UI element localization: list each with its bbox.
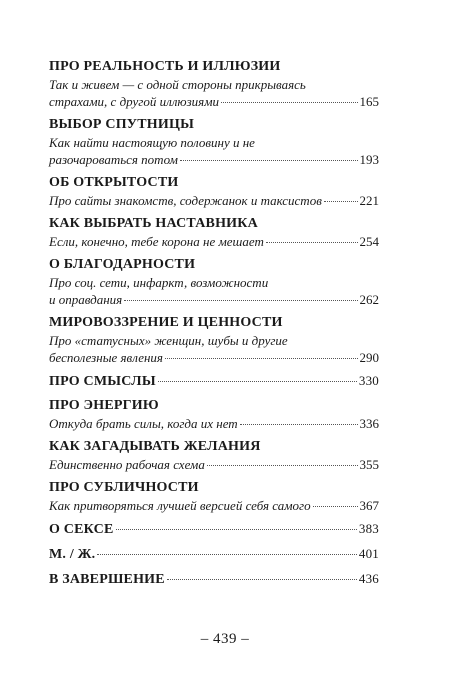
toc-heading: КАК ВЫБРАТЬ НАСТАВНИКА: [49, 216, 258, 231]
toc-page-number: 330: [358, 373, 379, 388]
toc-subtitle: Как найти настоящую половину и не: [49, 135, 255, 150]
toc-entry: [49, 174, 379, 209]
toc-heading: М. / Ж. 401: [49, 546, 379, 562]
table-of-contents: [49, 58, 379, 595]
toc-page-number: 193: [359, 152, 379, 167]
dot-leader: [240, 424, 358, 425]
toc-subtitle: Единственно рабочая схема 355: [49, 457, 379, 472]
toc-page-number: 383: [358, 521, 379, 536]
toc-entry: [49, 438, 379, 473]
toc-subtitle: разочароваться потом 193: [49, 152, 379, 167]
toc-page-number: 262: [359, 292, 379, 307]
toc-page-number: 165: [359, 94, 379, 109]
toc-heading: ПРО СУБЛИЧНОСТИ: [49, 480, 199, 495]
toc-heading: В ЗАВЕРШЕНИЕ 436: [49, 571, 379, 587]
toc-entry: [49, 314, 379, 366]
toc-heading: ПРО РЕАЛЬНОСТЬ И ИЛЛЮЗИИ: [49, 59, 281, 74]
page-number: – 439 –: [200, 631, 250, 647]
dot-leader: [158, 381, 357, 382]
toc-entry: [49, 58, 379, 110]
toc-heading: ПРО ЭНЕРГИЮ: [49, 398, 159, 413]
toc-subtitle: Если, конечно, тебе корона не мешает 254: [49, 234, 379, 249]
toc-subtitle: бесполезные явления 290: [49, 350, 379, 365]
toc-page-number: 290: [359, 350, 379, 365]
toc-page-number: 367: [359, 498, 379, 513]
toc-heading: ПРО СМЫСЛЫ 330: [49, 373, 379, 389]
toc-subtitle: Как притворяться лучшей версией себя самого 367: [49, 498, 379, 513]
toc-entry: [49, 256, 379, 308]
dot-leader: [313, 506, 358, 507]
toc-page-number: 355: [359, 457, 379, 472]
dot-leader: [221, 102, 358, 103]
toc-heading: ОБ ОТКРЫТОСТИ: [49, 175, 179, 190]
toc-heading: ВЫБОР СПУТНИЦЫ: [49, 117, 195, 132]
toc-heading: О БЛАГОДАРНОСТИ: [49, 257, 196, 272]
dot-leader: [97, 554, 357, 555]
toc-subtitle: и оправдания 262: [49, 292, 379, 307]
toc-entry: [49, 372, 379, 391]
toc-heading: МИРОВОЗЗРЕНИЕ И ЦЕННОСТИ: [49, 315, 283, 330]
toc-subtitle: Про сайты знакомств, содержанок и таксистов 221: [49, 193, 379, 208]
toc-page-number: 401: [358, 546, 379, 561]
toc-subtitle: Откуда брать силы, когда их нет 336: [49, 416, 379, 431]
dot-leader: [266, 242, 358, 243]
dot-leader: [167, 579, 357, 580]
toc-page-number: 336: [359, 416, 379, 431]
toc-page-number: 221: [359, 193, 379, 208]
toc-page-number: 436: [358, 571, 379, 586]
toc-subtitle: Так и живем — с одной стороны прикрываясь: [49, 77, 306, 92]
toc-entry: [49, 397, 379, 432]
toc-entry: [49, 520, 379, 539]
dot-leader: [180, 160, 358, 161]
dot-leader: [165, 358, 358, 359]
toc-entry: [49, 479, 379, 514]
toc-entry: [49, 215, 379, 250]
toc-subtitle: Про «статусных» женщин, шубы и другие: [49, 333, 288, 348]
dot-leader: [324, 201, 358, 202]
dot-leader: [124, 300, 357, 301]
toc-heading: КАК ЗАГАДЫВАТЬ ЖЕЛАНИЯ: [49, 439, 261, 454]
toc-heading: О СЕКСЕ 383: [49, 521, 379, 537]
toc-entry: [49, 570, 379, 589]
toc-page-number: 254: [359, 234, 379, 249]
toc-entry: [49, 116, 379, 168]
dot-leader: [116, 529, 357, 530]
toc-subtitle: Про соц. сети, инфаркт, возможности: [49, 275, 269, 290]
toc-entry: [49, 545, 379, 564]
toc-subtitle: страхами, с другой иллюзиями 165: [49, 94, 379, 109]
dot-leader: [207, 465, 358, 466]
